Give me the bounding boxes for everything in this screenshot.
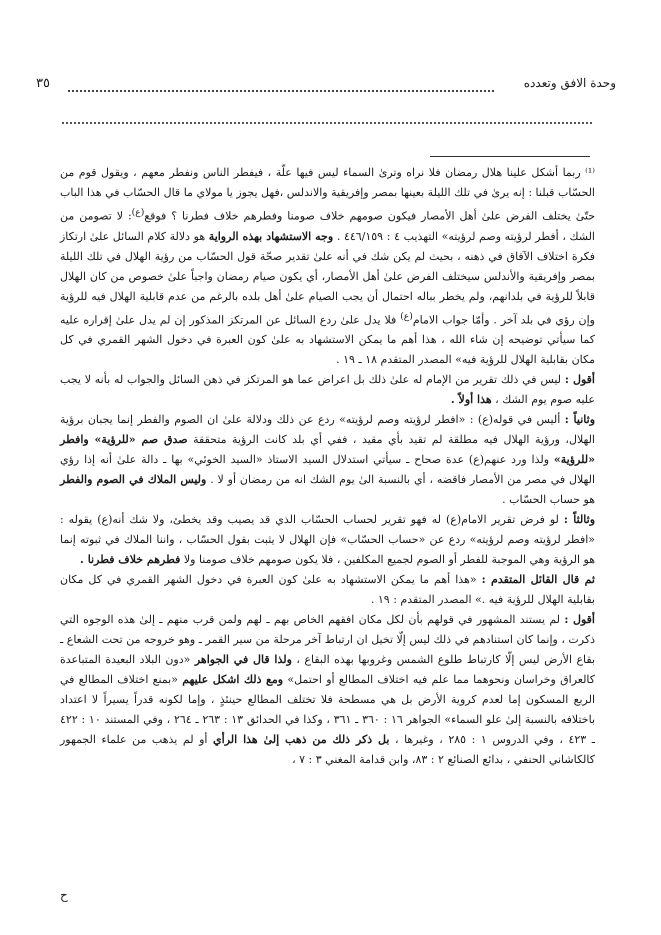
footnote-paragraph-3: وثانياً : أليس في قوله(ع) : «افطر لرؤيته وصم لرؤيته» ردع عن ذلك ودلالة علىٰ ان الصوم والفطر إنما يجبان برؤية الهلال، ورؤية الهلال فيه مطلقة لم تقيد بأي مقيد ، ففي أي بلد كانت الرؤية متحققة صدق صم «للرؤية» وافطر «للرؤية» ولذا ورد عنهم(ع) عدة صحاح ـ سيأتي استدلال السيد الاستاذ «السيد الخوئي» بها ـ دالة علىٰ أنه إذا رؤي الهلال في مصر من الأمصار فاقضه ، أي بالنسبة الىٰ يوم الشك انه من رمضان أو لا . وليس الملاك في الصوم والفطر هو حساب الحسّاب . <box>60 413 596 507</box>
footnote-paragraph-6: أقول : لم يستند المشهور في قولهم بأن لكل مكان افقهم الخاص بهم ـ لهم ولمن قرب منهم ـ إلىٰ هذه الوجوه التي ذكرت ، وإنما كان استنادهم في ذلك ليس إلّا تخيل ان ارتباط آخر مرحلة من سير القمر ـ وهو خروجه من تحت الشعاع ـ بقاع الأرض ليس إلّا كارتباط طلوع الشمس وغروبها بهذه البقاع ، ولذا قال في الجواهر «دون البلاد البعيدة المتباعدة كالعراق وخراسان ونحوهما مما علم فيه اختلاف المطالع أو احتمل» ومع ذلك اشكل عليهم «بمنع اختلاف المطالع في الربع المسكون إما لعدم كروية الأرض بل هي مسطحة فلا تختلف المطالع حينئذٍ ، وإما لكونه قدراً يسيراً لا اعتداد باختلافه بالنسبة إلىٰ علو السماء» الجواهر ١٦ : ٣٦٠ ـ ٣٦١ ، وكذا في الحدائق ١٣ : ٢٦٣ ـ ٢٦٤ ، وفي المستند ١٠ : ٤٢٢ ـ ٤٢٣ ، وفي الدروس ١ : ٢٨٥ ، وغيرها ، بل ذكر ذلك من ذهب إلىٰ هذا الرأي أو لم يذهب من علماء الجمهور كالكاشاني الحنفي ، بدائع الصنائع ٢ : ٨٣، وابن قدامة المغني ٣ : ٧ ، <box>60 613 596 767</box>
continuation-mark: ح <box>60 888 68 902</box>
running-title: وحدة الافق وتعدده <box>523 76 616 90</box>
footnote-paragraph-1: ⁽¹⁾ ربما أشكل علينا هلال رمضان فلا نراه وترىٰ السماء ليس فيها علّة ، فيفطر الناس ونفطر معهم ، ويقول قوم من الحسّاب قبلنا : إنه يرىٰ في تلك الليلة بعينها بمصر وإفريقية والاندلس ،فهل يجوز يا مولاي ما قال الحسّاب في هذا الباب حتّىٰ يختلف الفرض علىٰ أهل الأمصار فيكون صومهم خلاف صومنا وفطرهم خلاف فطرنا ؟ فوقع$^{(ع)}$: لا تصومن من الشك ، أفطر لرؤيته وصم لرؤيته» التهذيب ٤ : ٤٤٦/١٥٩ . وجه الاستشهاد بهذه الرواية هو دلالة كلام السائل علىٰ ارتكاز فكرة اختلاف الآفاق في ذهنه ، بحيث لم يكن شك في أنه علىٰ تقدير صحّة قول الحسّاب من رؤية الهلال في تلك الليلة بمصر وإفريقية والأندلس سيختلف الفرض علىٰ أهل الأمصار، أي يكون صيام رمضان واجباً علىٰ خصوص من كان الهلال قابلاً للرؤية في بلدانهم، ولم يخطر بباله احتمال أن يجب الصيام علىٰ أهل بلده بالرغم من عدم قابلية الهلال فيه للرؤية وإن رؤي في بلد آخر . وأمّا جواب الامام$^{(ع)}$ فلا يدل علىٰ ردع السائل عن المرتكز المذكور إن لم يدل علىٰ إقراره عليه كما سيأتي توضيحه إن شاء الله ، هذا أهم ما يمكن الاستشهاد به علىٰ كون العبرة في دخول الشهر القمري في كل مكان بقابلية الهلال للرؤية فيه» المصدر المتقدم ١٨ ـ ١٩ . <box>60 166 595 367</box>
footnote-body <box>60 163 595 770</box>
header-leader-dots <box>68 80 494 92</box>
footnote-rule <box>430 156 590 157</box>
page-number: ٣٥ <box>36 76 50 91</box>
footnote-paragraph-5: ثم قال القائل المتقدم : «هذا أهم ما يمكن الاستشهاد به علىٰ كون العبرة في دخول الشهر القمري في كل مكان بقابلية الهلال للرؤية فيه .» المصدر المتقدم : ١٩ . <box>60 573 595 607</box>
footnote-paragraph-4: وثالثاً : لو فرض تقرير الامام(ع) له فهو تقرير لحساب الحسّاب الذي قد يصيب وقد يخطئ، ولا شك أنه(ع) يقوله : «افطر لرؤيته وصم لرؤيته» ردع عن «حساب الحسّاب» فإن الهلال لا يثبت بقول الحسّاب ، واننا الملاك في ثبوته إنما هو الرؤية وهي الموجبة للفطر أو الصوم لجميع المكلفين ، فلا يكون صومهم خلاف صومنا ولا فطرهم خلاف فطرنا . <box>60 513 596 567</box>
footnote-paragraph-2: أقول : ليس في ذلك تقرير من الإمام له علىٰ ذلك بل اعراض عما هو المرتكز في ذهن السائل والجواب له بأنه لا يجب عليه صوم يوم الشك ، هذا أولاً . <box>60 373 595 407</box>
dotted-separator <box>62 122 592 128</box>
running-header <box>36 76 616 96</box>
